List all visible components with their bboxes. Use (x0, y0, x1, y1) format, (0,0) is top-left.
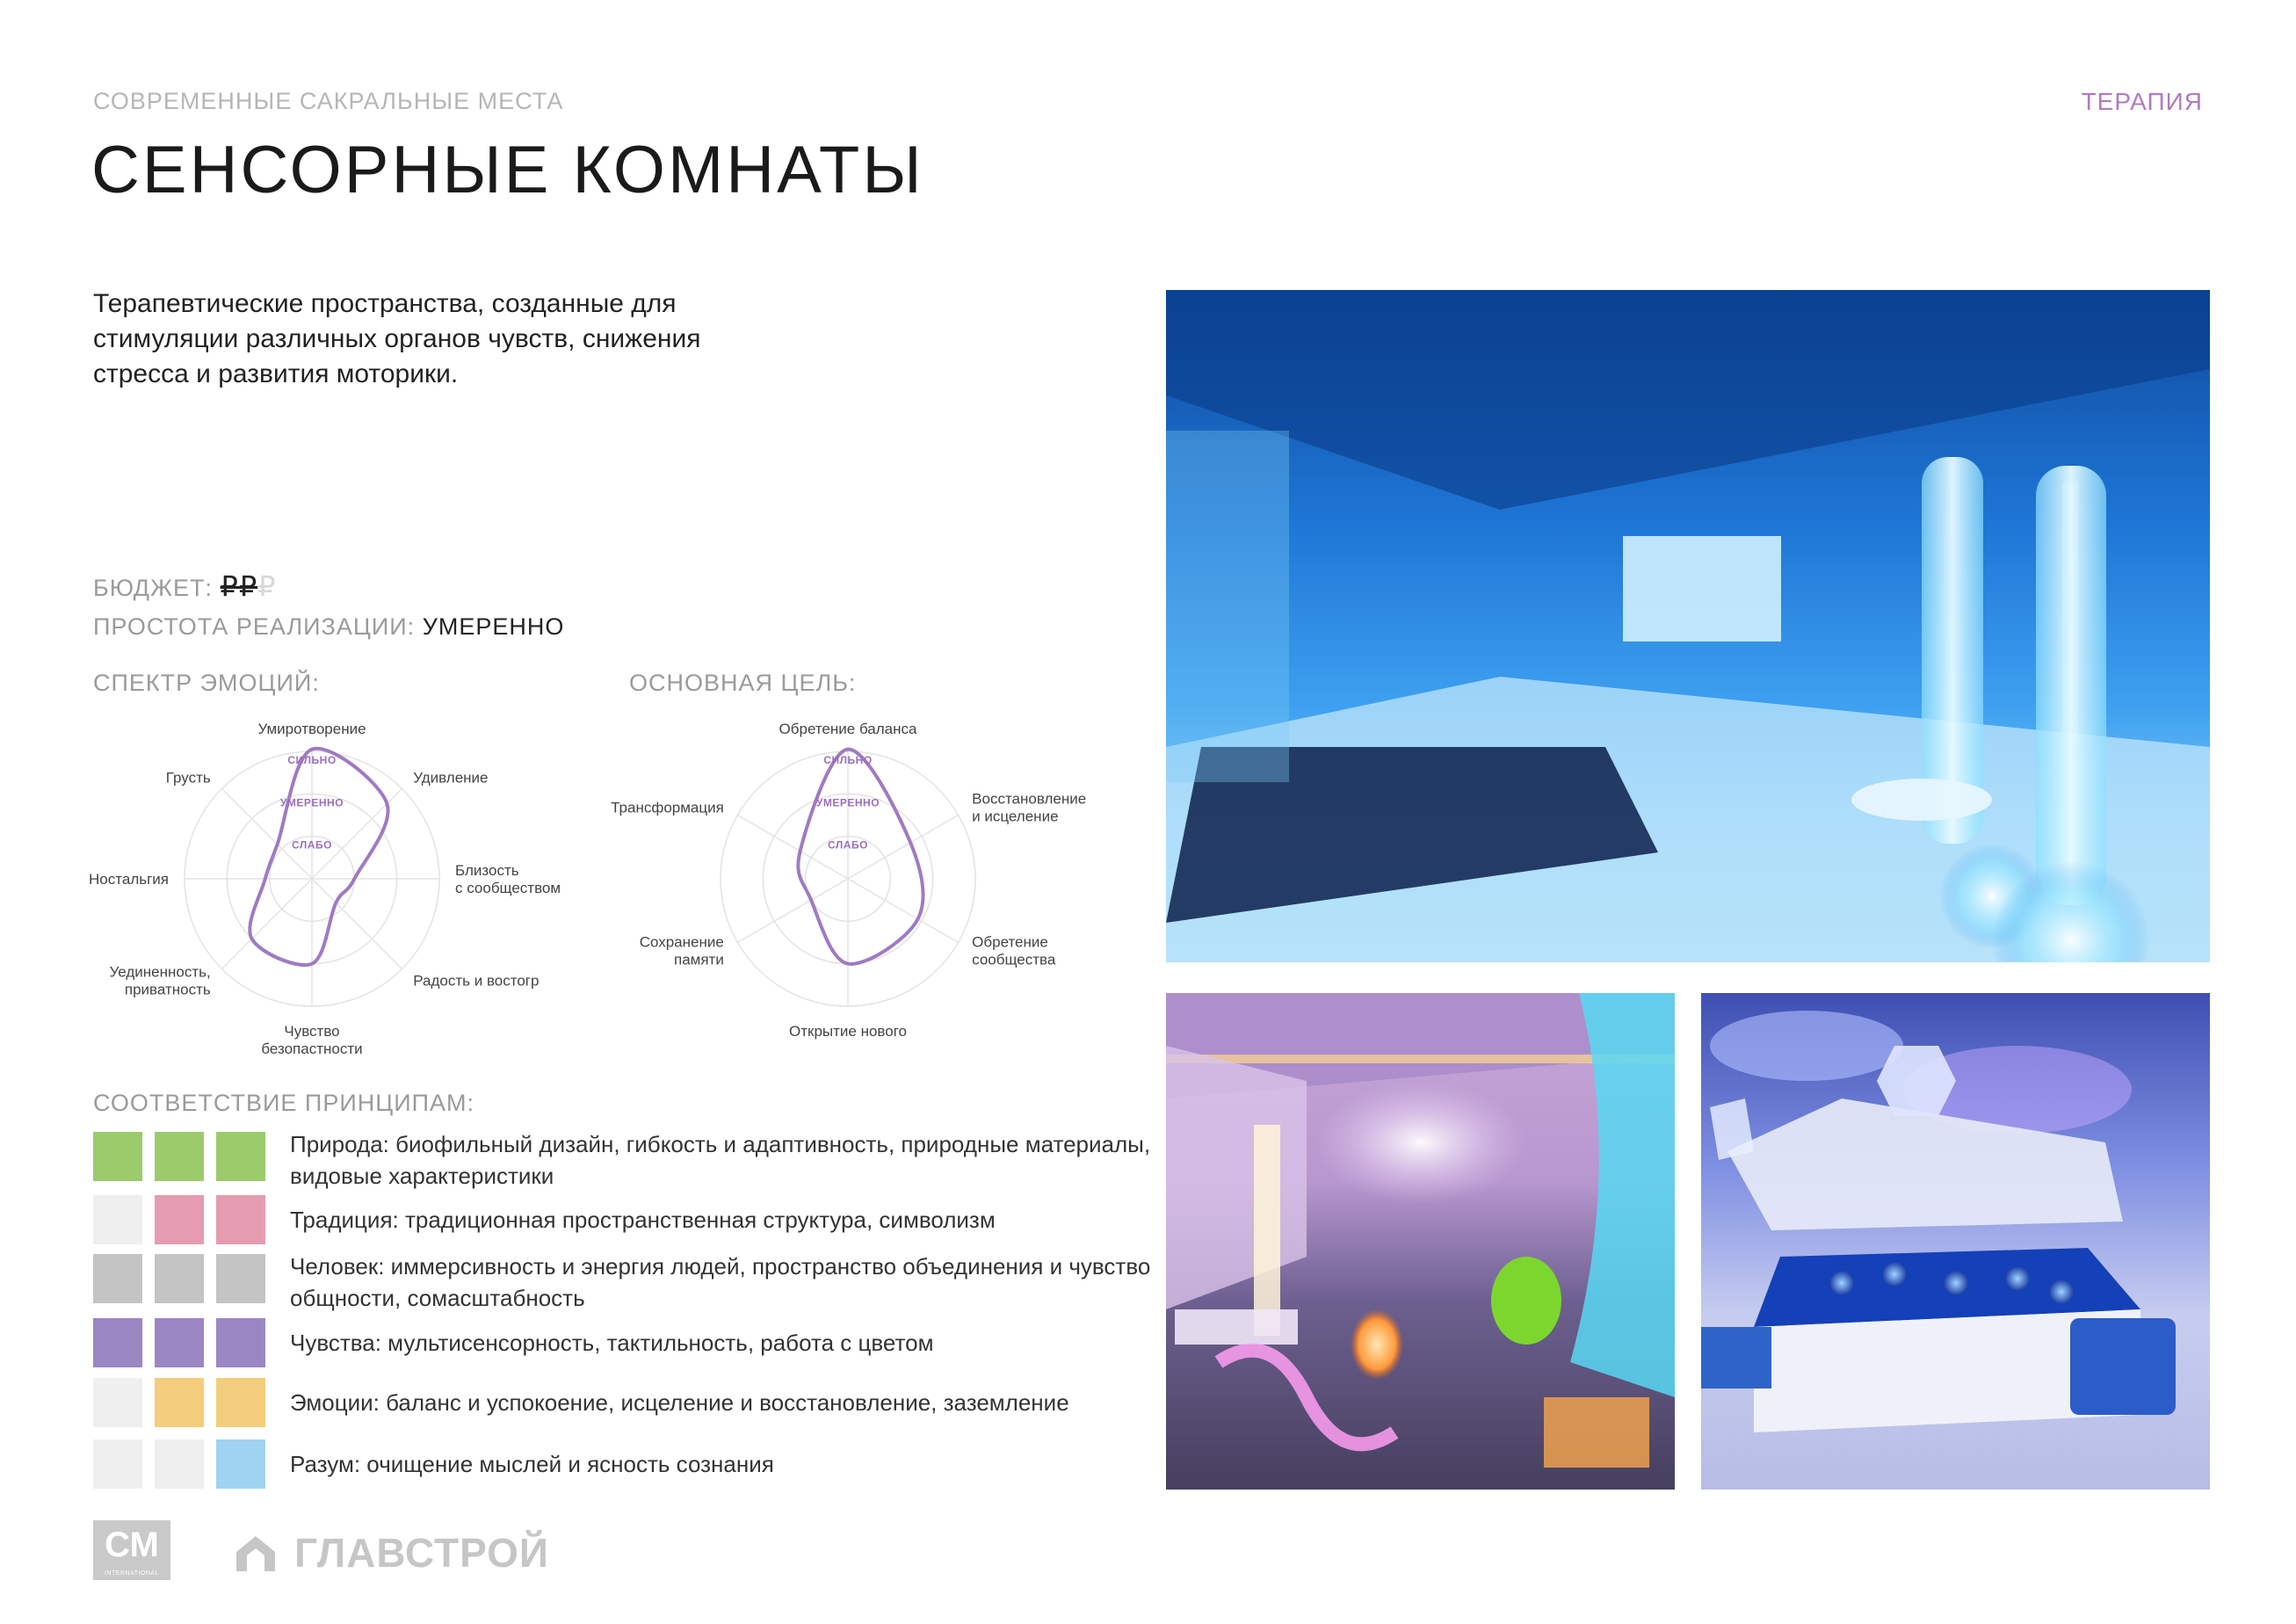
principle-text: Природа: биофильный дизайн, гибкость и адаптивность, природные материалы, видовые характеристики (290, 1131, 1151, 1189)
principle-score-square (155, 1439, 204, 1489)
budget-line (93, 569, 277, 603)
photo-illustration (1166, 290, 2210, 962)
principle-score-square (155, 1318, 204, 1367)
emotions-axis-label: Чувство безопастности (261, 1023, 363, 1057)
principle-score-square (93, 1254, 142, 1303)
photo-illustration (1701, 993, 2210, 1490)
goal-ring-label: СИЛЬНО (823, 754, 873, 766)
goal-axis-label: Трансформация (611, 799, 724, 816)
emotions-axis-label: Удивление (413, 769, 489, 787)
emotions-ring-label: СИЛЬНО (287, 754, 337, 766)
principle-score-square (155, 1132, 204, 1181)
emotions-ring-label: УМЕРЕННО (279, 796, 344, 809)
emotions-axis-label: Умиротворение (257, 721, 366, 737)
principle-score-square (155, 1254, 204, 1303)
sensory-room-photo-right (1701, 993, 2210, 1490)
emotions-series-line (250, 749, 387, 965)
goal-axis-line (737, 879, 848, 943)
emotions-ring-label: СЛАБО (292, 838, 332, 852)
glavstroy-logo (233, 1529, 567, 1575)
sensory-room-photo-main (1166, 290, 2210, 962)
goal-axis-label: Открытие нового (789, 1023, 907, 1040)
principle-score-square (155, 1378, 204, 1427)
principle-text: Эмоции: баланс и успокоение, исцеление и восстановление, заземление (290, 1389, 1069, 1416)
cm-logo-subtext: INTERNATIONAL (105, 1570, 159, 1577)
ease-label: ПРОСТОТА РЕАЛИЗАЦИИ: (93, 613, 416, 640)
goal-axis-label: Сохранение памяти (639, 933, 724, 968)
goal-radar-chart (580, 703, 1125, 1072)
principle-score-square (155, 1195, 204, 1244)
emotions-axis-line (221, 879, 312, 969)
sensory-room-photo-left (1166, 993, 1675, 1490)
goal-axis-label: Обретение баланса (779, 721, 917, 737)
goal-heading: ОСНОВНАЯ ЦЕЛЬ: (629, 670, 857, 696)
goal-axis-label: Обретение сообщества (972, 933, 1056, 968)
principle-score-square (216, 1195, 265, 1244)
principle-score-square (216, 1254, 265, 1303)
photo-illustration (1166, 993, 1675, 1490)
principle-score-square (93, 1378, 142, 1427)
emotions-axis-line (312, 879, 402, 969)
section-kicker: СОВРЕМЕННЫЕ САКРАЛЬНЫЕ МЕСТА (93, 88, 564, 114)
ease-value: УМЕРЕННО (422, 613, 565, 640)
budget-label: БЮДЖЕТ: (93, 575, 214, 601)
principle-text: Традиция: традиционная пространственная структура, символизм (290, 1207, 996, 1233)
principle-score-square (216, 1132, 265, 1181)
intro-text: Терапевтические пространства, созданные для стимуляции различных органов чувств, снижения стресса и развития моторики. (93, 289, 701, 388)
cm-logo-text: СМ (105, 1526, 159, 1564)
principle-score-square (216, 1378, 265, 1427)
ease-line (93, 613, 564, 641)
emotions-axis-label: Уединенность, приватность (109, 963, 211, 998)
cm-logo (93, 1520, 170, 1580)
section-tag: ТЕРАПИЯ (2081, 88, 2203, 115)
principles-heading: СООТВЕТСТВИЕ ПРИНЦИПАМ: (93, 1090, 475, 1116)
budget-value-faint: ₽ (257, 570, 277, 602)
principle-text: Человек: иммерсивность и энергия людей, пространство объединения и чувство общности, сомасштабность (290, 1253, 1151, 1311)
emotions-axis-label: Радость и востогр (413, 972, 540, 990)
principle-score-square (93, 1318, 142, 1367)
emotions-axis-label: Грусть (165, 769, 211, 787)
glavstroy-logo-icon (233, 1529, 279, 1575)
page-title: СЕНСОРНЫЕ КОМНАТЫ (91, 133, 924, 207)
principle-score-square (93, 1195, 142, 1244)
principle-text: Разум: очищение мыслей и ясность сознания (290, 1451, 774, 1477)
principle-score-square (93, 1132, 142, 1181)
principle-score-square (93, 1439, 142, 1489)
goal-series-line (798, 750, 923, 964)
emotions-axis-label: Близость с сообществом (455, 862, 561, 896)
goal-axis-line (848, 879, 959, 943)
goal-ring-label: СЛАБО (828, 838, 868, 852)
principle-score-square (216, 1318, 265, 1367)
emotions-radar-chart (70, 703, 615, 1072)
goal-ring-label: УМЕРЕННО (815, 796, 880, 809)
emotions-axis-label: Ностальгия (89, 871, 169, 888)
emotions-heading: СПЕКТР ЭМОЦИЙ: (93, 670, 320, 696)
principle-text: Чувства: мультисенсорность, тактильность, работа с цветом (290, 1330, 934, 1356)
principle-score-square (216, 1439, 265, 1489)
goal-axis-label: Восстановление и исцеление (972, 790, 1087, 825)
glavstroy-logo-text: ГЛАВСТРОЙ (294, 1530, 549, 1576)
budget-value: ₽₽ (220, 570, 258, 602)
